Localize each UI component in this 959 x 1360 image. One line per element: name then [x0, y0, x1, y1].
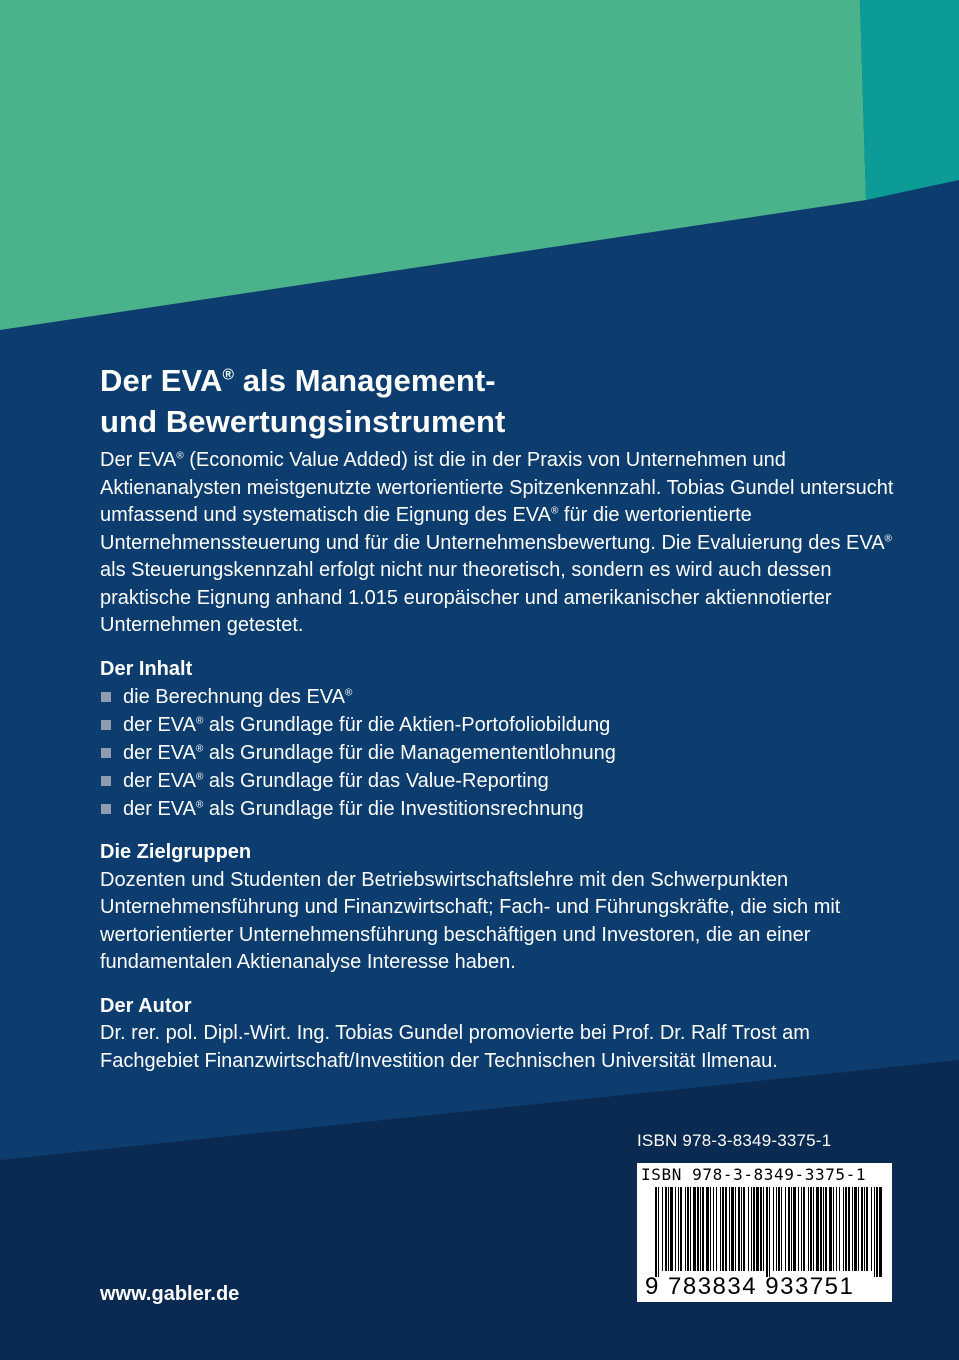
barcode-bar: [713, 1187, 714, 1271]
barcode-bar: [693, 1187, 696, 1271]
barcode-bar: [864, 1187, 865, 1271]
barcode-bar: [820, 1187, 822, 1271]
barcode-bar: [766, 1187, 768, 1277]
barcode-bar: [763, 1187, 764, 1271]
isbn-label: ISBN 978-3-8349-3375-1: [637, 1131, 832, 1150]
autor-heading: Der Autor: [100, 994, 192, 1017]
inhalt-heading: Der Inhalt: [100, 657, 193, 680]
barcode-bar: [801, 1187, 802, 1271]
barcode-bar: [866, 1187, 868, 1271]
barcode-bar: [769, 1187, 770, 1277]
barcode-bar: [743, 1187, 745, 1271]
list-item: der EVA® als Grundlage für die Investitionsrechnung: [100, 795, 900, 823]
barcode-top-label: ISBN 978-3-8349-3375-1: [641, 1165, 867, 1184]
title-line1: Der EVA® als Management-: [100, 363, 496, 398]
barcode-bar: [685, 1187, 686, 1271]
list-item: der EVA® als Grundlage für die Managemententlohnung: [100, 739, 900, 767]
barcode-bar: [702, 1187, 704, 1271]
barcode-bar: [825, 1187, 827, 1271]
barcode-bar: [665, 1187, 667, 1271]
barcode-bar: [760, 1187, 762, 1271]
barcode-bar: [706, 1187, 709, 1271]
barcode-bar: [816, 1187, 819, 1271]
barcode-bar: [729, 1187, 730, 1271]
title-line2: und Bewertungsinstrument: [100, 404, 506, 439]
barcode-bar: [675, 1187, 676, 1271]
barcode-bar: [879, 1187, 882, 1277]
barcode-bar: [753, 1187, 755, 1271]
barcode-bar: [748, 1187, 749, 1271]
barcode-bar: [874, 1187, 875, 1277]
barcode-bar: [670, 1187, 673, 1271]
barcode-bar: [690, 1187, 691, 1271]
barcode-bar: [751, 1187, 752, 1271]
barcode-bar: [785, 1187, 786, 1271]
barcode-bar: [793, 1187, 796, 1271]
barcode-bar: [833, 1187, 834, 1271]
content-area: [100, 360, 900, 1075]
barcode-bar: [810, 1187, 812, 1271]
barcode-bar: [655, 1187, 657, 1277]
zielgruppen-heading: Die Zielgruppen: [100, 841, 252, 863]
barcode-bar: [738, 1187, 740, 1271]
autor-text: Dr. rer. pol. Dipl.-Wirt. Ing. Tobias Gundel promovierte bei Prof. Dr. Ralf Trost am Fachgebiet Finanzwirtschaft/Investition der Technischen Universität Ilmenau.: [100, 1022, 810, 1072]
barcode-bar: [861, 1187, 863, 1271]
bullet-square-icon: [101, 804, 111, 814]
barcode-bar: [839, 1187, 840, 1271]
list-item: der EVA® als Grundlage für das Value-Reporting: [100, 767, 900, 795]
barcode-bar: [741, 1187, 742, 1271]
barcode-bar: [773, 1187, 774, 1271]
zielgruppen-text: Dozenten und Studenten der Betriebswirtschaftslehre mit den Schwerpunkten Unternehmensführung und Finanzwirtschaft; Fach- und Führungskräfte, die sich mit wertorientierter Unternehmensführung beschäftigen und Investoren, die an einer fundamentalen Aktienanalyse Interesse haben.: [100, 868, 841, 973]
barcode-bar: [843, 1187, 844, 1271]
list-item: der EVA® als Grundlage für die Aktien-Portofoliobildung: [100, 711, 900, 739]
barcode-bar: [658, 1187, 659, 1277]
isbn-barcode: [637, 1163, 892, 1302]
barcode-bar: [720, 1187, 721, 1271]
barcode-bar: [813, 1187, 814, 1271]
barcode-bar: [722, 1187, 724, 1271]
barcode-bar: [668, 1187, 669, 1271]
barcode-bar: [823, 1187, 824, 1271]
barcode-bar: [808, 1187, 809, 1271]
barcode-bar: [716, 1187, 717, 1271]
barcode-digits: 9 783834 933751: [645, 1273, 855, 1300]
publisher-url: www.gabler.de: [100, 1283, 240, 1305]
barcode-bar: [848, 1187, 850, 1271]
barcode-bar: [829, 1187, 832, 1271]
bullet-square-icon: [101, 720, 111, 730]
barcode-bar: [778, 1187, 780, 1271]
barcode-bar: [680, 1187, 682, 1271]
barcode-bar: [836, 1187, 837, 1271]
inhalt-list: [100, 683, 900, 823]
intro-paragraph: Der EVA® (Economic Value Added) ist die in der Praxis von Unternehmen und Aktienanalysten meistgenutzte wertorientierte Spitzenkennzahl. Tobias Gundel untersucht umfassend und systematisch die Eignung des EVA® für die wertorientierte Unternehmenssteuerung und für die Unternehmensbewertung. Die Evaluierung des EVA® als Steuerungskennzahl erfolgt nicht nur theoretisch, sondern es wird auch dessen praktische Eignung anhand 1.015 europäischer und amerikanischer aktiennotierter Unternehmen getestet.: [100, 449, 894, 636]
barcode-bar: [678, 1187, 679, 1271]
barcode-bar: [876, 1187, 878, 1277]
barcode-bar: [798, 1187, 799, 1271]
teal-shape: [860, 0, 959, 200]
barcode-bar: [858, 1187, 859, 1271]
barcode-bar: [781, 1187, 782, 1271]
barcode-bar: [700, 1187, 701, 1271]
barcode-bar: [788, 1187, 790, 1271]
barcode-bar: [735, 1187, 736, 1271]
barcode-bar: [854, 1187, 857, 1271]
list-item: die Berechnung des EVA®: [100, 683, 900, 711]
barcode-bar: [710, 1187, 711, 1271]
barcode-bar: [687, 1187, 689, 1271]
barcode-bar: [803, 1187, 805, 1271]
barcode-bar: [697, 1187, 699, 1271]
barcode-bar: [662, 1187, 663, 1271]
barcode-bar: [791, 1187, 792, 1271]
barcode-bar: [776, 1187, 777, 1271]
barcode-bar: [845, 1187, 847, 1271]
barcode-bar: [871, 1187, 872, 1271]
bullet-square-icon: [101, 692, 111, 702]
book-title: [100, 360, 900, 442]
barcode-bar: [731, 1187, 734, 1271]
barcode-bar: [756, 1187, 759, 1271]
bullet-square-icon: [101, 748, 111, 758]
bullet-square-icon: [101, 776, 111, 786]
barcode-bar: [725, 1187, 727, 1271]
barcode-bar: [852, 1187, 853, 1271]
